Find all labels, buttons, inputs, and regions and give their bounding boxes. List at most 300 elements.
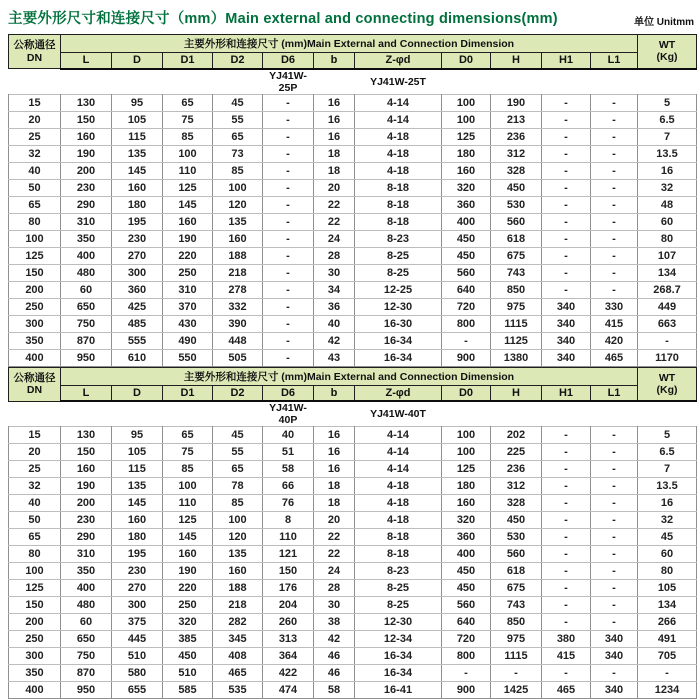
data-cell: - — [542, 665, 591, 682]
data-cell: - — [542, 111, 591, 128]
table-row — [9, 427, 697, 444]
data-cell: 340 — [542, 349, 591, 366]
data-cell: 100 — [442, 427, 491, 444]
data-cell: 160 — [112, 512, 163, 529]
col-header-D6: D6 — [263, 53, 314, 69]
data-cell: 310 — [61, 213, 112, 230]
data-cell: 145 — [112, 495, 163, 512]
data-cell: - — [591, 478, 638, 495]
data-cell: 800 — [442, 648, 491, 665]
data-cell: 375 — [112, 614, 163, 631]
table-row — [9, 444, 697, 461]
data-cell: 268.7 — [638, 281, 697, 298]
data-cell: - — [591, 512, 638, 529]
data-cell: - — [591, 444, 638, 461]
data-cell: 4-14 — [355, 427, 442, 444]
data-cell: 160 — [163, 213, 213, 230]
data-cell: 345 — [213, 631, 263, 648]
data-cell: 450 — [163, 648, 213, 665]
table-row — [9, 111, 697, 128]
dn-header-cn: 公称通径 — [14, 39, 56, 51]
data-cell: 12-34 — [355, 631, 442, 648]
data-cell: - — [591, 213, 638, 230]
data-cell: 160 — [213, 230, 263, 247]
data-cell: 400 — [442, 546, 491, 563]
dn-cell: 125 — [9, 247, 61, 264]
data-cell: 16-34 — [355, 648, 442, 665]
data-cell: 448 — [213, 332, 263, 349]
dn-cell: 40 — [9, 495, 61, 512]
table-row — [9, 529, 697, 546]
data-cell: - — [263, 128, 314, 145]
dn-cell: 300 — [9, 648, 61, 665]
table-row — [9, 264, 697, 281]
table-row — [9, 179, 697, 196]
data-cell: 46 — [314, 648, 355, 665]
data-cell: 491 — [638, 631, 697, 648]
data-cell: 8-25 — [355, 597, 442, 614]
data-cell: - — [263, 281, 314, 298]
data-cell: 190 — [61, 478, 112, 495]
table-row — [9, 512, 697, 529]
data-cell: 100 — [442, 94, 491, 111]
data-cell: 4-18 — [355, 145, 442, 162]
data-cell: 190 — [491, 94, 542, 111]
data-cell: 80 — [638, 563, 697, 580]
col-header-D6: D6 — [263, 385, 314, 401]
model-band — [9, 401, 697, 427]
data-cell: - — [263, 349, 314, 366]
dimension-table-yj41w-40 — [8, 367, 697, 699]
data-cell: 8-23 — [355, 230, 442, 247]
data-cell: 560 — [442, 597, 491, 614]
data-cell: 1115 — [491, 315, 542, 332]
data-cell: 107 — [638, 247, 697, 264]
data-cell: 42 — [314, 631, 355, 648]
table-row — [9, 563, 697, 580]
data-cell: 230 — [112, 230, 163, 247]
data-cell: - — [591, 563, 638, 580]
data-cell: 46 — [314, 665, 355, 682]
data-cell: 340 — [591, 682, 638, 699]
data-cell: - — [591, 230, 638, 247]
data-cell: 415 — [591, 315, 638, 332]
data-cell: 340 — [542, 315, 591, 332]
data-cell: 85 — [163, 461, 213, 478]
data-cell: 135 — [112, 145, 163, 162]
data-cell: - — [591, 461, 638, 478]
data-cell: - — [542, 546, 591, 563]
data-cell: 42 — [314, 332, 355, 349]
data-cell: 4-14 — [355, 94, 442, 111]
data-cell: 100 — [163, 145, 213, 162]
data-cell: 22 — [314, 196, 355, 213]
data-cell: 618 — [491, 230, 542, 247]
data-cell: 340 — [591, 648, 638, 665]
data-cell: 555 — [112, 332, 163, 349]
table-row — [9, 315, 697, 332]
data-cell: 4-14 — [355, 461, 442, 478]
data-cell: 465 — [542, 682, 591, 699]
data-cell: 1425 — [491, 682, 542, 699]
data-cell: 55 — [213, 444, 263, 461]
dn-cell: 50 — [9, 179, 61, 196]
data-cell: - — [542, 580, 591, 597]
data-cell: 85 — [163, 128, 213, 145]
data-cell: 535 — [213, 682, 263, 699]
data-cell: 300 — [112, 264, 163, 281]
data-cell: 975 — [491, 298, 542, 315]
data-cell: 110 — [263, 529, 314, 546]
data-cell: 200 — [61, 162, 112, 179]
data-cell: - — [542, 196, 591, 213]
data-cell: 480 — [61, 264, 112, 281]
data-cell: 125 — [442, 128, 491, 145]
data-cell: 110 — [163, 162, 213, 179]
data-cell: 160 — [61, 128, 112, 145]
data-cell: 530 — [491, 529, 542, 546]
data-cell: - — [542, 529, 591, 546]
data-cell: 190 — [61, 145, 112, 162]
data-cell: 160 — [442, 495, 491, 512]
dn-cell: 32 — [9, 145, 61, 162]
model-band — [9, 69, 697, 95]
data-cell: 20 — [314, 179, 355, 196]
data-cell: 30 — [314, 264, 355, 281]
table-header — [9, 35, 697, 69]
table-row — [9, 298, 697, 315]
data-cell: 180 — [112, 529, 163, 546]
data-cell: 95 — [112, 427, 163, 444]
data-cell: 870 — [61, 332, 112, 349]
data-cell: 18 — [314, 145, 355, 162]
data-cell: 188 — [213, 247, 263, 264]
data-cell: 465 — [591, 349, 638, 366]
table-row — [9, 614, 697, 631]
data-cell: 6.5 — [638, 444, 697, 461]
data-cell: 125 — [442, 461, 491, 478]
data-cell: 180 — [442, 478, 491, 495]
data-cell: 260 — [263, 614, 314, 631]
data-cell: - — [542, 179, 591, 196]
data-cell: 130 — [61, 94, 112, 111]
data-cell: 188 — [213, 580, 263, 597]
data-cell: 38 — [314, 614, 355, 631]
col-header-D: D — [112, 385, 163, 401]
data-cell: 8-18 — [355, 546, 442, 563]
data-cell: 16-30 — [355, 315, 442, 332]
data-cell: 12-30 — [355, 614, 442, 631]
dn-cell: 40 — [9, 162, 61, 179]
col-header-H1: H1 — [542, 53, 591, 69]
data-cell: 65 — [213, 128, 263, 145]
data-cell: 230 — [61, 512, 112, 529]
dn-cell: 125 — [9, 580, 61, 597]
data-cell: - — [542, 563, 591, 580]
data-cell: - — [542, 597, 591, 614]
data-cell: 202 — [491, 427, 542, 444]
col-header-D0: D0 — [442, 53, 491, 69]
data-cell: - — [591, 247, 638, 264]
data-cell: 22 — [314, 529, 355, 546]
wt-header — [638, 35, 697, 69]
dn-cell: 100 — [9, 230, 61, 247]
data-cell: 66 — [263, 478, 314, 495]
data-cell: 1380 — [491, 349, 542, 366]
data-cell: - — [542, 427, 591, 444]
dn-cell: 200 — [9, 281, 61, 298]
data-cell: 663 — [638, 315, 697, 332]
data-cell: 505 — [213, 349, 263, 366]
data-cell: - — [591, 281, 638, 298]
data-cell: 290 — [61, 529, 112, 546]
data-cell: 125 — [163, 179, 213, 196]
data-cell: 422 — [263, 665, 314, 682]
data-cell: - — [442, 665, 491, 682]
data-cell: 16-41 — [355, 682, 442, 699]
dn-header-cn: 公称通径 — [14, 372, 56, 384]
data-cell: 4-18 — [355, 162, 442, 179]
data-cell: 160 — [442, 162, 491, 179]
data-cell: - — [263, 94, 314, 111]
data-cell: 75 — [163, 444, 213, 461]
table-row — [9, 665, 697, 682]
data-cell: - — [542, 264, 591, 281]
data-cell: 310 — [163, 281, 213, 298]
data-cell: 300 — [112, 597, 163, 614]
data-cell: 650 — [61, 631, 112, 648]
data-cell: 5 — [638, 94, 697, 111]
data-cell: 130 — [61, 427, 112, 444]
model-label-25p: YJ41W-25P — [263, 69, 314, 95]
data-cell: 408 — [213, 648, 263, 665]
data-cell: 8-23 — [355, 563, 442, 580]
col-header-D2: D2 — [213, 53, 263, 69]
data-cell: 340 — [591, 631, 638, 648]
data-cell: 5 — [638, 427, 697, 444]
data-cell: 720 — [442, 631, 491, 648]
data-cell: 380 — [542, 631, 591, 648]
data-cell: 22 — [314, 546, 355, 563]
data-cell: 6.5 — [638, 111, 697, 128]
data-cell: - — [591, 546, 638, 563]
table-row — [9, 478, 697, 495]
data-cell: 85 — [213, 162, 263, 179]
data-cell: 975 — [491, 631, 542, 648]
data-cell: 328 — [491, 162, 542, 179]
data-cell: 1115 — [491, 648, 542, 665]
data-cell: 190 — [163, 230, 213, 247]
col-header-D: D — [112, 53, 163, 69]
data-cell: - — [542, 512, 591, 529]
dn-cell: 200 — [9, 614, 61, 631]
data-cell: 950 — [61, 682, 112, 699]
data-cell: 160 — [213, 563, 263, 580]
data-cell: - — [263, 247, 314, 264]
data-cell: 450 — [491, 179, 542, 196]
data-cell: 655 — [112, 682, 163, 699]
data-cell: 370 — [163, 298, 213, 315]
data-cell: 45 — [638, 529, 697, 546]
table-row — [9, 94, 697, 111]
dn-cell: 20 — [9, 111, 61, 128]
data-cell: - — [442, 332, 491, 349]
data-cell: - — [542, 478, 591, 495]
table-row — [9, 162, 697, 179]
data-cell: 430 — [163, 315, 213, 332]
data-cell: - — [542, 247, 591, 264]
data-cell: 150 — [61, 444, 112, 461]
data-cell: 8-25 — [355, 247, 442, 264]
data-cell: 18 — [314, 495, 355, 512]
data-cell: 510 — [112, 648, 163, 665]
data-cell: 8 — [263, 512, 314, 529]
table-row — [9, 648, 697, 665]
data-cell: - — [591, 264, 638, 281]
col-header-D1: D1 — [163, 53, 213, 69]
data-cell: 16-34 — [355, 332, 442, 349]
data-cell: 332 — [213, 298, 263, 315]
data-cell: 40 — [314, 315, 355, 332]
data-cell: 743 — [491, 597, 542, 614]
data-cell: 278 — [213, 281, 263, 298]
data-cell: 20 — [314, 512, 355, 529]
col-header-Zd: Z-φd — [355, 385, 442, 401]
data-cell: 230 — [61, 179, 112, 196]
page-title: 主要外形尺寸和连接尺寸（mm）Main external and connecting dimensions(mm) — [8, 7, 558, 28]
data-cell: 100 — [213, 512, 263, 529]
data-cell: - — [591, 580, 638, 597]
dn-cell: 80 — [9, 213, 61, 230]
data-cell: 360 — [112, 281, 163, 298]
data-cell: 4-18 — [355, 478, 442, 495]
data-cell: 640 — [442, 614, 491, 631]
data-cell: - — [542, 281, 591, 298]
data-cell: - — [542, 128, 591, 145]
dn-cell: 50 — [9, 512, 61, 529]
table-row — [9, 682, 697, 699]
data-cell: 328 — [491, 495, 542, 512]
wt-header-line1: WT — [659, 372, 675, 384]
data-cell: 490 — [163, 332, 213, 349]
data-cell: 236 — [491, 128, 542, 145]
data-cell: 13.5 — [638, 478, 697, 495]
data-cell: 58 — [314, 682, 355, 699]
data-cell: 65 — [163, 427, 213, 444]
data-cell: 675 — [491, 247, 542, 264]
data-cell: 43 — [314, 349, 355, 366]
data-cell: 110 — [163, 495, 213, 512]
data-cell: - — [542, 614, 591, 631]
data-cell: 705 — [638, 648, 697, 665]
data-cell: 115 — [112, 461, 163, 478]
data-cell: 218 — [213, 597, 263, 614]
data-cell: 18 — [314, 478, 355, 495]
data-cell: 560 — [491, 213, 542, 230]
dn-cell: 350 — [9, 332, 61, 349]
data-cell: 134 — [638, 597, 697, 614]
model-label-40t: YJ41W-40T — [355, 401, 442, 427]
data-cell: 400 — [442, 213, 491, 230]
data-cell: 340 — [542, 332, 591, 349]
data-cell: 312 — [491, 145, 542, 162]
data-cell: 8-25 — [355, 264, 442, 281]
data-cell: 270 — [112, 580, 163, 597]
data-cell: 585 — [163, 682, 213, 699]
model-label-25t: YJ41W-25T — [355, 69, 442, 95]
data-cell: 160 — [61, 461, 112, 478]
data-cell: 150 — [61, 111, 112, 128]
data-cell: 850 — [491, 614, 542, 631]
data-cell: 218 — [213, 264, 263, 281]
data-cell: 120 — [213, 196, 263, 213]
data-cell: 250 — [163, 264, 213, 281]
data-cell: 150 — [263, 563, 314, 580]
data-cell: - — [263, 298, 314, 315]
data-cell: - — [591, 196, 638, 213]
data-cell: 350 — [61, 230, 112, 247]
col-header-L1: L1 — [591, 385, 638, 401]
span-header: 主要外形和连接尺寸 (mm)Main External and Connection Dimension — [61, 35, 638, 53]
data-cell: 80 — [638, 230, 697, 247]
data-cell: 390 — [213, 315, 263, 332]
table-row — [9, 597, 697, 614]
data-cell: 1234 — [638, 682, 697, 699]
data-cell: 870 — [61, 665, 112, 682]
data-cell: 16 — [638, 162, 697, 179]
data-cell: 120 — [213, 529, 263, 546]
data-cell: 134 — [638, 264, 697, 281]
table-row — [9, 196, 697, 213]
data-cell: 125 — [163, 512, 213, 529]
title-row — [8, 7, 696, 28]
data-cell: 743 — [491, 264, 542, 281]
data-cell: 282 — [213, 614, 263, 631]
data-cell: - — [542, 145, 591, 162]
data-cell: 45 — [213, 94, 263, 111]
data-cell: 73 — [213, 145, 263, 162]
dn-header-en: DN — [27, 52, 42, 64]
dn-cell: 15 — [9, 427, 61, 444]
data-cell: 610 — [112, 349, 163, 366]
table-row — [9, 461, 697, 478]
dn-cell: 250 — [9, 631, 61, 648]
data-cell: 204 — [263, 597, 314, 614]
dn-header — [9, 35, 61, 69]
data-cell: 100 — [442, 111, 491, 128]
wt-header-line2: (Kg) — [657, 384, 678, 396]
data-cell: 220 — [163, 580, 213, 597]
data-cell: 8-18 — [355, 213, 442, 230]
data-cell: 450 — [442, 247, 491, 264]
data-cell: 4-18 — [355, 495, 442, 512]
data-cell: 560 — [442, 264, 491, 281]
data-cell: - — [542, 461, 591, 478]
data-cell: 36 — [314, 298, 355, 315]
data-cell: 22 — [314, 213, 355, 230]
data-cell: 750 — [61, 648, 112, 665]
data-cell: 400 — [61, 247, 112, 264]
data-cell: 115 — [112, 128, 163, 145]
data-cell: - — [263, 332, 314, 349]
data-cell: 8-25 — [355, 580, 442, 597]
col-header-D1: D1 — [163, 385, 213, 401]
data-cell: 45 — [213, 427, 263, 444]
data-cell: - — [591, 597, 638, 614]
wt-header-line1: WT — [659, 39, 675, 51]
data-cell: 100 — [163, 478, 213, 495]
data-cell: 480 — [61, 597, 112, 614]
